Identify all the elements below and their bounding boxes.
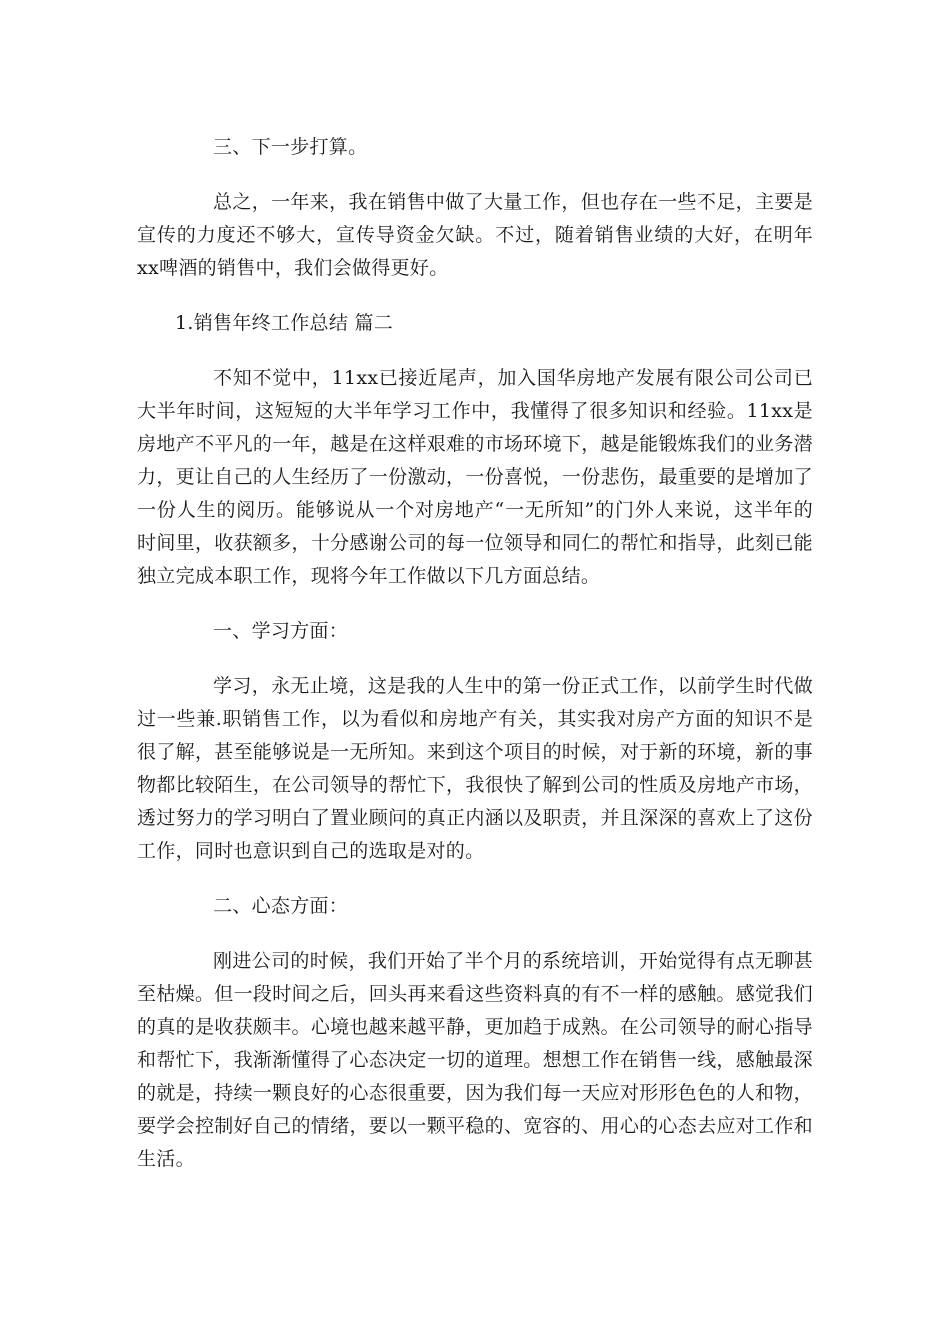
article-subtitle: 1.销售年终工作总结 篇二 bbox=[175, 312, 394, 334]
paragraph-intro: 不知不觉中，11xx已接近尾声，加入国华房地产发展有限公司公司已大半年时间，这短短的大半年学习工作中，我懂得了很多知识和经验。11xx是房地产不平凡的一年，越是在这样艰难的市场环境下，越是能锻炼我们的业务潜力，更让自己的人生经历了一份激动，一份喜悦，一份悲伤，最重要的是增加了一份人生的阅历。能够说从一个对房地产“一无所知”的门外人来说，这半年的时间里，收获额多，十分感谢公司的每一位领导和同仁的帮忙和指导，此刻已能独立完成本职工作，现将今年工作做以下几方面总结。 bbox=[137, 367, 813, 587]
document-body bbox=[137, 131, 813, 1176]
section-heading-next-plan: 三、下一步打算。 bbox=[213, 136, 368, 158]
paragraph-conclusion: 总之，一年来，我在销售中做了大量工作，但也存在一些不足，主要是宣传的力度还不够大，宣传导资金欠缺。不过，随着销售业绩的大好，在明年xx啤酒的销售中，我们会做得更好。 bbox=[137, 191, 813, 279]
paragraph-mindset: 刚进公司的时候，我们开始了半个月的系统培训，开始觉得有点无聊甚至枯燥。但一段时间之后，回头再来看这些资料真的有不一样的感触。感觉我们的真的是收获颇丰。心境也越来越平静，更加趋于成熟。在公司领导的耐心指导和帮忙下，我渐渐懂得了心态决定一切的道理。想想工作在销售一线，感触最深的就是，持续一颗良好的心态很重要，因为我们每一天应对形形色色的人和物，要学会控制好自己的情绪，要以一颗平稳的、宽容的、用心的心态去应对工作和生活。 bbox=[137, 950, 813, 1170]
section-heading-learning: 一、学习方面： bbox=[213, 620, 349, 642]
paragraph-learning: 学习，永无止境，这是我的人生中的第一份正式工作，以前学生时代做过一些兼.职销售工作，以为看似和房地产有关，其实我对房产方面的知识不是很了解，甚至能够说是一无所知。来到这个项目的时候，对于新的环境，新的事物都比较陌生，在公司领导的帮忙下，我很快了解到公司的性质及房地产市场，透过努力的学习明白了置业顾问的真正内涵以及职责，并且深深的喜欢上了这份工作，同时也意识到自己的选取是对的。 bbox=[137, 675, 813, 862]
section-heading-mindset: 二、心态方面： bbox=[213, 895, 349, 917]
